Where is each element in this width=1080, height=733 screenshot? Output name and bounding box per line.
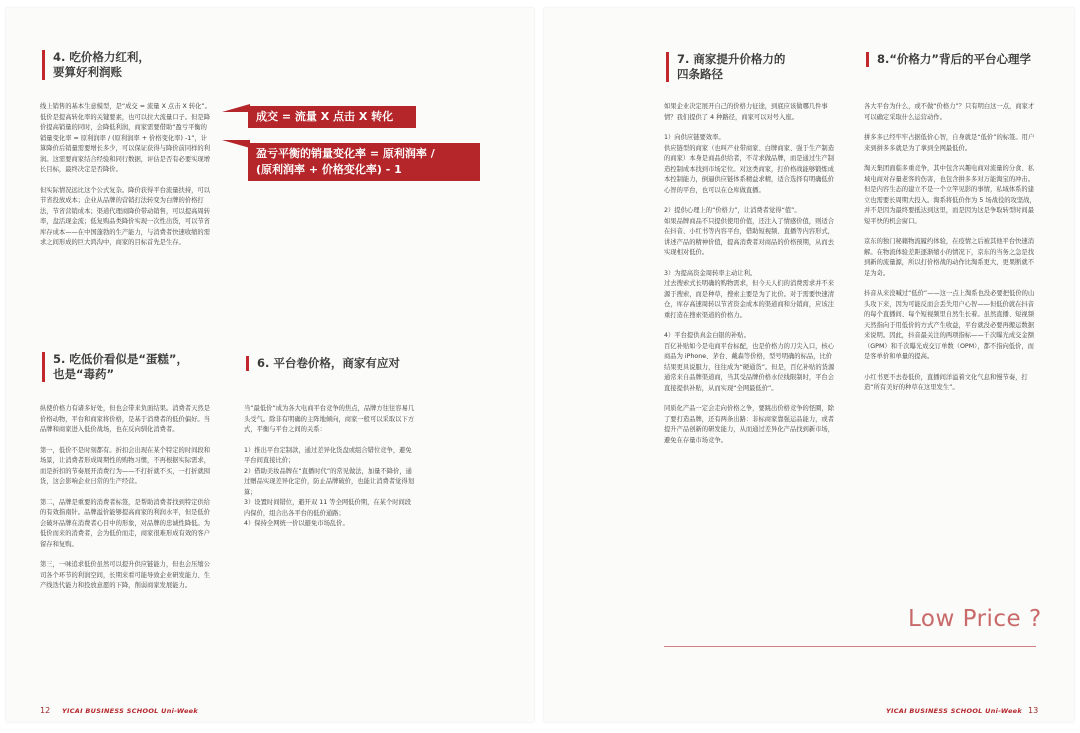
section5-body [40, 404, 212, 602]
banner1-pointer [222, 104, 250, 112]
section4-body [40, 102, 212, 259]
section8-body [864, 102, 1038, 404]
formula-banner-2-line2: (原利润率 + 价格变化率) - 1 [256, 163, 402, 176]
section7-paragraph-6: 同质化产品一定会走向价格之争，要跳出价格竞争的怪圈，除了要打造品牌，还有两条出路：非标商家靠强运品能力，或者提升产品创新的研发能力，从而通过差异化产品找到新市场，避免在存量市场竞争。 [664, 405, 835, 444]
section4-paragraph-2: 但实际情况远比这个公式复杂。降价获得平台流量扶持，可以节省投放成本；企业从品牌的营销打法转变为白牌的价格打法，节省营销成本；渠道代理商降价带动销售，可以提高周转率，盘活现金流；低复购品类降价实现一次性出货，可以节省库存成本——在中国蓬勃的生产能力，与消费者快速收缩的需求之间形成的巨大鸿沟中，商家的目标首先是生存。 [40, 186, 211, 246]
section8-title: 8.“价格力”背后的平台心理学 [877, 52, 1031, 66]
section7-title-line2: 四条路径 [677, 67, 723, 81]
section5-title-line2: 也是“毒药” [53, 367, 115, 381]
section8-heading [866, 52, 1031, 67]
section5-paragraph-3: 第二，品牌是重要的消费者标签，是帮助消费者找到特定供给的有效指南针。品牌溢价能够提高商家的利润水平，但是低价会破坏品牌在消费者心目中的形象，对品牌的忠诚性降低。为低价而来的消费者，会为低价而走，商家很难形成有效的客户留存和复购。 [40, 498, 211, 548]
section8-paragraph-3: 淘天集团面临多重竞争，其中包含兴趣电商对流量的分食、私域电商对存量老客的伤害，也包含拼多多对万能淘宝的冲击。但是内容生态的建立不是一个立竿见影的事情，私域体系的建立也需要长周期大投入。淘系将低价作为 5 场战役的攻坚战，并不是因为最终要抵达到这里，而是因为这是争取转型时间最短平快的机会窗口。 [864, 165, 1036, 225]
section6-title: 6. 平台卷价格，商家有应对 [257, 356, 400, 370]
formula-banner-1-text: 成交 = 流量 X 点击 X 转化 [256, 110, 394, 123]
section7-paragraph-1: 如果企业决定展开自己的价格力征途，到底应该做哪几件事情？我们提供了 4 种路径，商家可以对号入座。 [664, 103, 828, 121]
section8-paragraph-4: 京东的独门秘籍物流履约体验，在疫情之后被其他平台快速消解。在物流体验差距逐渐缩小的情况下，京东的当务之急是找到新的流量源，所以打价格战的动作比淘系更大，更果断就不足为奇。 [864, 238, 1035, 277]
section6-body [244, 404, 416, 540]
section4-heading [42, 50, 150, 80]
right-page-number: 13 [1028, 706, 1039, 715]
section7-paragraph-4: 3）为提高资金周转率主动让利。 过去搜索式长明确的购物需求，但今天人们的消费需求并不来源于搜索，而是种草，搜索主要是为了比价。对于需要快速清仓，库存高速周转以节省资金成本的渠道商和分销商，应该注重打造在搜索渠道的价格力。 [664, 269, 835, 319]
section6-list: 1）推出平台定制款，通过差异化货盘或组合错位竞争，避免平台间直接比价； 2）借助美妆品牌在“直播时代”的常见做法，加量不降价，通过赠品实现差异化定价，防止品牌破价，也能让消费者觉得划算； 3）设置时间错位，避开双 11 等全网低价期，在某个时间段内保价，组合出各平台的低价通路； 4）保持全网统一价以避免市场乱价。 [244, 446, 415, 527]
section5-paragraph-1: 纵使价格力有诸多好处，但也会带来负面结果。消费者天然是价格动物，平台和商家将价格，是基于消费者的低价偏好。当品牌和商家进入低价战场，也在反向驯化消费者。 [40, 405, 211, 433]
section8-paragraph-6: 小红书更不去卷低价，直播间洋溢着文化气息和慢节奏，打造“所有美好的种草在这里发生”。 [864, 373, 1028, 391]
section5-paragraph-4: 第三，一味追求低价虽然可以提升供应链能力，但也会压缩公司各个环节的利润空间，长期来看可能导致企业研发能力、生产线迭代能力和投放意愿的下降，削弱商家发展能力。 [40, 561, 211, 589]
section8-paragraph-1: 各大平台为什么，或不做“价格力”？只有明白这一点，商家才可以确定采取什么运营动作。 [864, 103, 1035, 121]
section8-paragraph-2: 拼多多已经牢牢占据低价心智，自身就是“低价”的标签。用户来到拼多多就是为了拿到全网最低价。 [864, 134, 1035, 152]
section6-paragraph-1: 当“最低价”成为各大电商平台竞争的焦点，品牌方往往容易几头受气。除非有明确的主阵地倾向，商家一般可以采取以下方式，平衡与平台之间的关系： [244, 405, 415, 433]
formula-banner-1 [248, 106, 416, 128]
section7-body [664, 102, 836, 456]
right-footer-brand: YICAI BUSINESS SCHOOL Uni-Week [886, 707, 1022, 715]
low-price-title: Low Price ? [908, 606, 1042, 632]
section4-title-line2: 要算好利润账 [53, 65, 122, 79]
section6-heading [246, 356, 400, 371]
section8-paragraph-5: 抖音从来没喊过“低价”——这一点上淘系也没必要把低价的山头攻下来，因为可能反而会丢失用户心智——但低价就在抖音的每个直播间、每个短视频里自然生长着。虽然直播、短视频天然指向于用低价的方式产生收益，平台就没必要再搬运数据来说明。因此，抖音最关注的两项指标——千次曝光成交金额（GPM）和千次曝光成交订单数（OPM），都不指向低价，而是客单价和单量的提高。 [864, 290, 1035, 360]
section5-title-line1: 5. 吃低价看似是“蛋糕”， [53, 352, 188, 366]
section4-paragraph-1: 线上销售的基本生意模型，是“成交 = 流量 X 点击 X 转化”。低价是提高转化率的关键要素，也可以拉大流量口子。但是降价提高销量的同时，会降低利润，商家需要借助“盈亏平衡的销量变化率 = 原利润率 / (原利润率 + 价格变化率) -1”，计算降价后销量需要增长多少，可以保证获得与降价前同样的利润。这需要商家结合经验和同行数据，评估是否有必要实现增长目标，最终决定是否降价。 [40, 103, 211, 173]
section7-heading [666, 52, 785, 82]
section7-title-line1: 7. 商家提升价格力的 [677, 52, 786, 66]
section5-paragraph-2: 第一，低价不是时刻都有。折扣会出现在某个特定的时间段和场景，让消费者形成周期性的购物习惯，不再根据实际需求，而是折扣的节奏展开消费行为——不打折就不买，一打折就囤货，这会影响企业日常的生产经营。 [40, 446, 211, 485]
low-price-rule [664, 646, 1036, 647]
section5-heading [42, 352, 188, 382]
left-footer-brand: YICAI BUSINESS SCHOOL Uni-Week [62, 707, 198, 715]
section4-title-line1: 4. 吃价格力红利， [53, 50, 150, 64]
section7-paragraph-2: 1）向供应链要效率。 供应链型的商家（也叫产业带商家、白牌商家、强于生产制造的商家）本身是商品供给者，不苛求做品牌，而是通过生产制造控制成本找到市场定位。对这类商家，打价格战能够锻炼成本控制能力，倒逼供应链体系精益求精，适合选择有明确低价心智的平台，也可以在仓库做直播。 [664, 134, 835, 194]
left-page-number: 12 [40, 706, 51, 715]
section7-paragraph-5: 4）平台提供真金白银的补贴。 百亿补贴如今是电商平台标配，也是价格力的刀尖入口，核心商品为 iPhone、茅台、戴森等价格，型号明确的标品，比价结果更具说服力，往往成为“硬通货”。但是，百亿补贴的货源通常来自品牌渠道商，当其受品牌价格水位线限制时，平台会直接提供补贴，从而实现“全网最低价”。 [664, 332, 835, 392]
formula-banner-2-line1: 盈亏平衡的销量变化率 = 原利润率 / [256, 147, 435, 160]
banner2-pointer [222, 140, 250, 148]
formula-banner-2 [248, 143, 480, 181]
section7-paragraph-3: 2）提供心理上的“价格力”，让消费者觉得“值”。 如果品牌商品不只提供使用价值，还注入了情感价值，则适合在抖音、小红书等内容平台，借助短视频、直播等内容形式，讲述产品的精神价值，提高消费者对商品的价格预期，从而去实现相对低价。 [664, 207, 835, 256]
